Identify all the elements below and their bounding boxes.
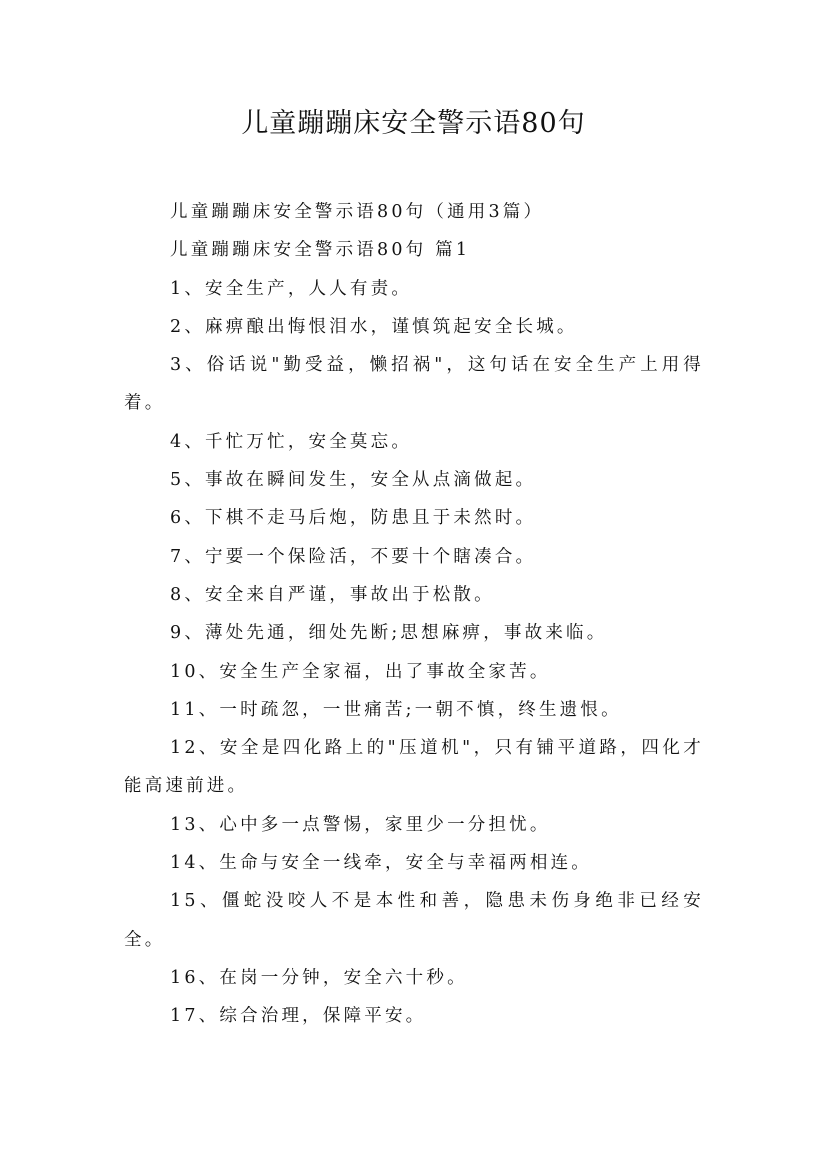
paragraph: 13、心中多一点警惕，家里少一分担忧。 <box>170 814 551 835</box>
document-body <box>124 193 704 1036</box>
paragraph: 15、僵蛇没咬人不是本性和善，隐患未伤身绝非已经安全。 <box>124 891 704 950</box>
paragraph: 2、麻痹酿出悔恨泪水，谨慎筑起安全长城。 <box>170 316 578 337</box>
paragraph: 9、薄处先通，细处先断;思想麻痹，事故来临。 <box>170 623 608 644</box>
document-title: 儿童蹦蹦床安全警示语80句 <box>241 108 586 139</box>
paragraph: 5、事故在瞬间发生，安全从点滴做起。 <box>170 470 537 491</box>
paragraph: 儿童蹦蹦床安全警示语80句 篇1 <box>170 240 471 261</box>
paragraph: 6、下棋不走马后炮，防患且于未然时。 <box>170 508 537 529</box>
paragraph: 3、俗话说"勤受益，懒招祸"，这句话在安全生产上用得着。 <box>124 355 704 414</box>
paragraph: 17、综合治理，保障平安。 <box>170 1006 427 1027</box>
paragraph: 16、在岗一分钟，安全六十秒。 <box>170 967 468 988</box>
paragraph: 8、安全来自严谨，事故出于松散。 <box>170 584 495 605</box>
paragraph: 1、安全生产，人人有责。 <box>170 278 413 299</box>
paragraph: 儿童蹦蹦床安全警示语80句（通用3篇） <box>170 202 545 222</box>
paragraph: 10、安全生产全家福，出了事故全家苦。 <box>170 661 551 682</box>
paragraph: 7、宁要一个保险活，不要十个瞎凑合。 <box>170 546 537 567</box>
paragraph: 12、安全是四化路上的"压道机"，只有铺平道路，四化才能高速前进。 <box>124 738 704 797</box>
paragraph: 11、一时疏忽，一世痛苦;一朝不慎，终生遗恨。 <box>170 699 622 720</box>
paragraph: 14、生命与安全一线牵，安全与幸福两相连。 <box>170 853 592 874</box>
paragraph: 4、千忙万忙，安全莫忘。 <box>170 431 413 452</box>
